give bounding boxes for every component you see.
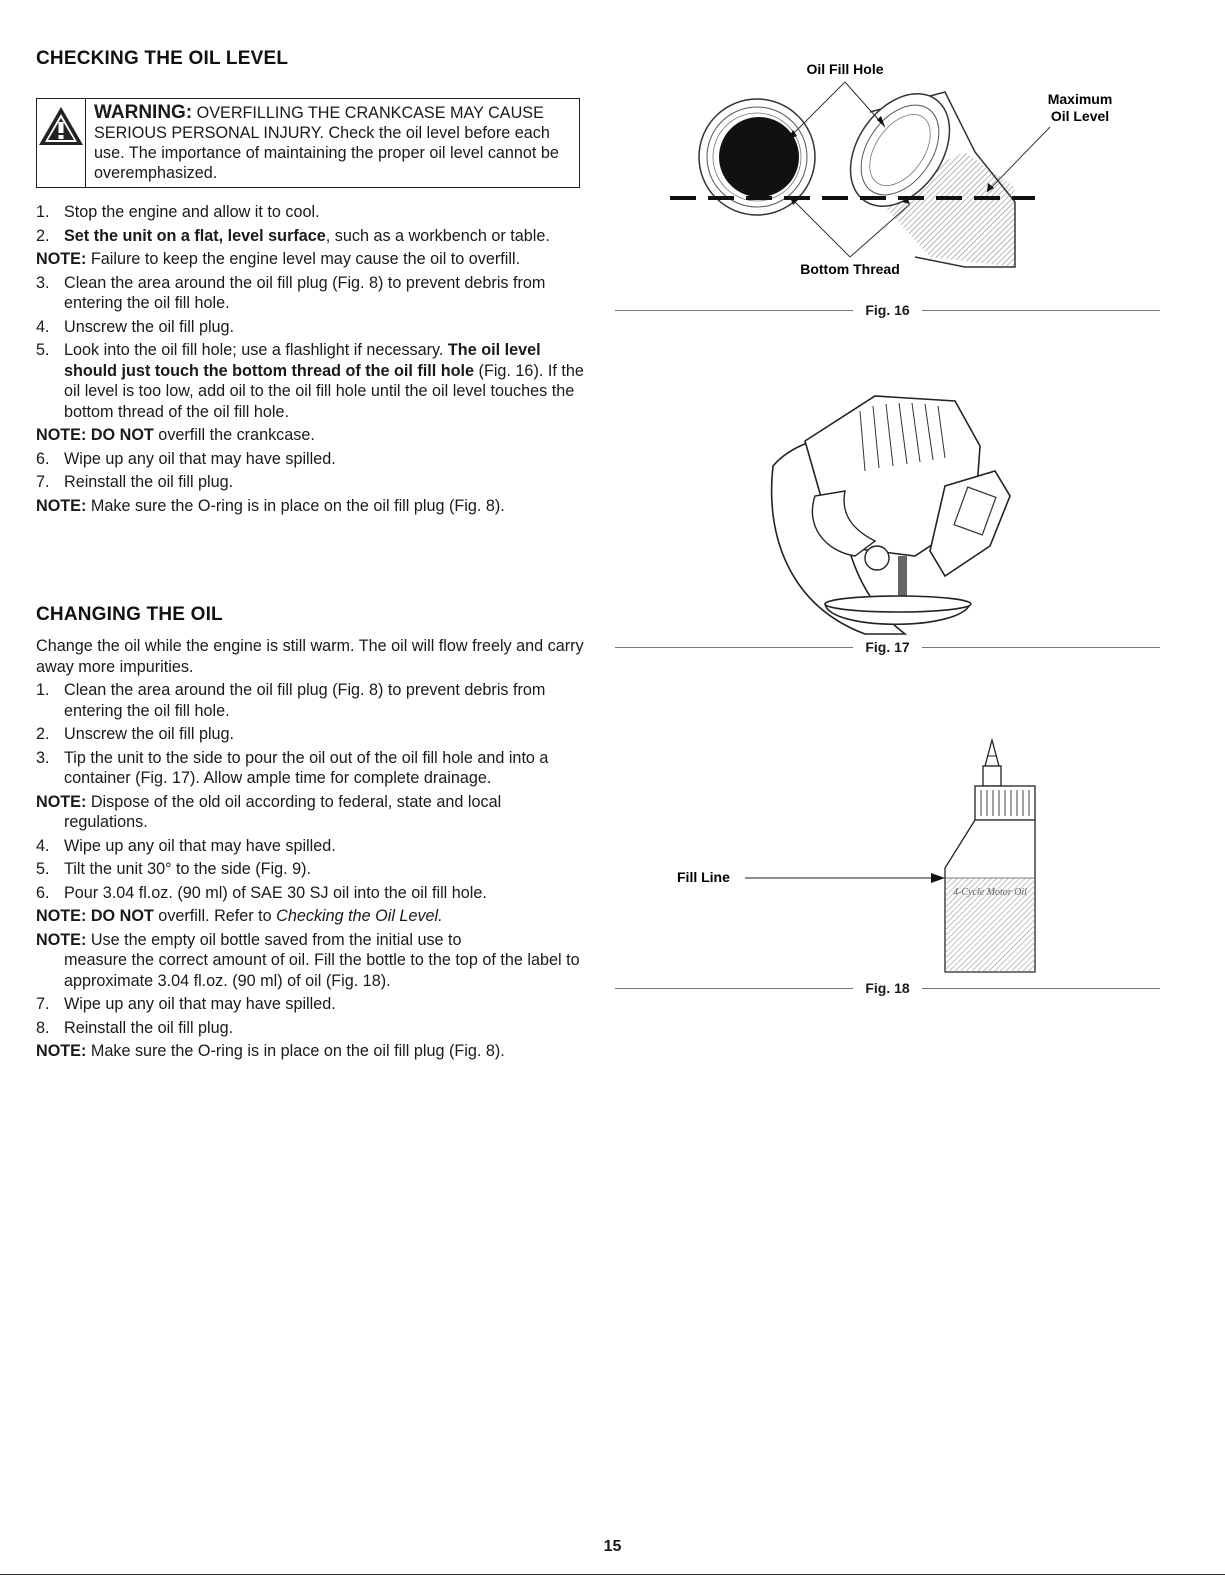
note-continuation: regulations. [64,813,148,831]
caption-rule-left [615,310,853,311]
note [36,1041,586,1062]
caption-label: Fig. 18 [865,980,910,996]
fill-cap [865,546,889,570]
caption-label: Fig. 16 [865,302,910,318]
list-item [36,724,586,745]
figure-18-caption [615,978,1160,998]
warning-box [36,98,580,188]
list-item [36,748,586,789]
list-item [36,273,586,314]
caption-rule-left [615,988,853,989]
list-item [36,883,586,904]
oil-bottle [945,740,1035,972]
label-oil-level: Oil Level [1050,108,1110,124]
warning-body: OVERFILLING THE CRANKCASE MAY CAUSE SERIOUS PERSONAL INJURY. Check the oil level before each use. The importance of maintaining the proper oil level cannot be overemphasized. [94,104,559,182]
step-text: Wipe up any oil that may have spilled. [64,995,336,1013]
figure-17-draining-oil-illustration [615,376,1160,638]
step-text: Wipe up any oil that may have spilled. [64,836,336,855]
note-label: NOTE: DO NOT [36,426,154,444]
step-text: Unscrew the oil fill plug. [64,725,235,743]
fill-line-arrowhead [931,873,945,883]
changing-steps [36,636,586,1062]
section-title-checking-oil: CHECKING THE OIL LEVEL [36,48,289,69]
checking-steps [36,202,586,516]
left-column [36,48,586,1062]
step-rest: , such as a workbench or table. [325,226,550,245]
warning-text [86,99,579,187]
figure-16-caption [615,300,1160,320]
note-label: NOTE: [36,1042,87,1060]
step-number: 3. [36,748,50,767]
step-text [64,226,586,247]
figure-17-caption [615,637,1160,657]
step-number: 4. [36,836,50,855]
step-number: 7. [36,995,50,1013]
section-title-changing-oil: CHANGING THE OIL [36,604,223,625]
step-number: 6. [36,449,50,468]
note-text: Failure to keep the engine level may cause the oil to overfill. [86,250,521,268]
step-emphasis: The oil level should just touch the bottom thread of the oil fill hole [64,341,541,380]
list-item [36,226,586,247]
step-text: Reinstall the oil fill plug. [64,473,234,491]
list-item [36,859,586,880]
caption-rule-right [922,988,1160,989]
caption-label: Fig. 17 [865,639,910,655]
step-number: 7. [36,473,50,491]
list-item [36,202,586,223]
note-label: NOTE: [36,496,87,515]
note [36,496,586,517]
note-text: Make sure the O-ring is in place on the oil fill plug (Fig. 8). [86,1042,505,1060]
step-part: Look into the oil fill hole; use a flashlight if necessary. [64,341,448,359]
step-number: 4. [36,317,50,336]
note-text: overfill the crankcase. [153,426,315,444]
note [36,425,586,446]
step-number: 8. [36,1018,50,1037]
step-text: Pour 3.04 fl.oz. (90 ml) of SAE 30 SJ oil into the oil fill hole. [64,883,487,902]
step-number: 6. [36,883,50,902]
note-label: NOTE: [36,930,87,949]
caption-rule-right [922,647,1160,648]
note-label: NOTE: [36,250,87,268]
label-bottom-thread: Bottom Thread [800,261,900,277]
note-continuation: measure the correct amount of oil. Fill the bottle to the top of the label to approximate 3.04 fl.oz. (90 ml) of oil (Fig. 18). [64,951,580,990]
step-number: 3. [36,273,50,292]
step-text: Tilt the unit 30° to the side (Fig. 9). [64,860,312,878]
warning-triangle-icon [37,105,85,147]
step-text: Unscrew the oil fill plug. [64,317,235,336]
note-text: overfill. Refer to [153,907,277,925]
caption-rule-right [922,310,1160,311]
list-item [36,680,586,721]
note [36,249,586,270]
list-item [36,994,586,1015]
label-oil-fill-hole: Oil Fill Hole [806,61,884,77]
note-text: Make sure the O-ring is in place on the oil fill plug (Fig. 8). [86,496,505,515]
page-number: 15 [603,1538,622,1555]
step-emphasis: Set the unit on a flat, level surface [64,226,326,245]
note [36,930,586,992]
note-reference: Checking the Oil Level. [276,907,443,925]
angled-fill-neck [830,75,1015,267]
list-item [36,449,586,470]
figure-18-oil-bottle-illustration [615,728,1160,980]
drain-container-rim [825,596,971,612]
list-item [36,317,586,338]
label-fill-line: Fill Line [677,869,730,885]
step-text: Tip the unit to the side to pour the oil out of the oil fill hole and into a container (Fig. 17). Allow ample time for complete drainage. [64,748,549,787]
step-number: 5. [36,341,50,359]
list-item [36,836,586,857]
step-text: Stop the engine and allow it to cool. [64,203,320,221]
label-maximum: Maximum [1047,91,1113,107]
note [36,906,586,927]
bottle-label-text: 4-Cycle Motor Oil [953,887,1027,898]
step-text: Clean the area around the oil fill plug (Fig. 8) to prevent debris from entering the oil fill hole. [64,681,546,720]
warning-label: WARNING: [94,102,193,123]
step-number: 1. [36,681,50,699]
note-text: Dispose of the old oil according to federal, state and local [86,792,502,811]
step-text [64,340,586,422]
step-part: (Fig. 16). If the oil level is too low, add oil to the oil fill hole until the oil level touches the bottom thread of the oil fill hole. [64,361,584,421]
warning-icon-box [37,99,86,187]
step-text: Reinstall the oil fill plug. [64,1018,234,1037]
list-item [36,340,586,422]
figure-16-oil-level-diagram [615,52,1160,292]
step-number: 2. [36,226,50,245]
note-label: NOTE: DO NOT [36,907,154,925]
step-number: 2. [36,725,50,743]
list-item [36,472,586,493]
step-number: 1. [36,203,50,221]
caption-rule-left [615,647,853,648]
note-label: NOTE: [36,792,87,811]
list-item [36,1018,586,1039]
page-bottom-rule [0,1574,1225,1575]
step-text: Clean the area around the oil fill plug (Fig. 8) to prevent debris from entering the oil fill hole. [64,273,546,312]
step-text: Wipe up any oil that may have spilled. [64,449,336,468]
step-number: 5. [36,860,50,878]
note [36,792,586,833]
note-text: Use the empty oil bottle saved from the initial use to [86,930,462,949]
intro-text: Change the oil while the engine is still warm. The oil will flow freely and carry away more impurities. [36,637,584,676]
